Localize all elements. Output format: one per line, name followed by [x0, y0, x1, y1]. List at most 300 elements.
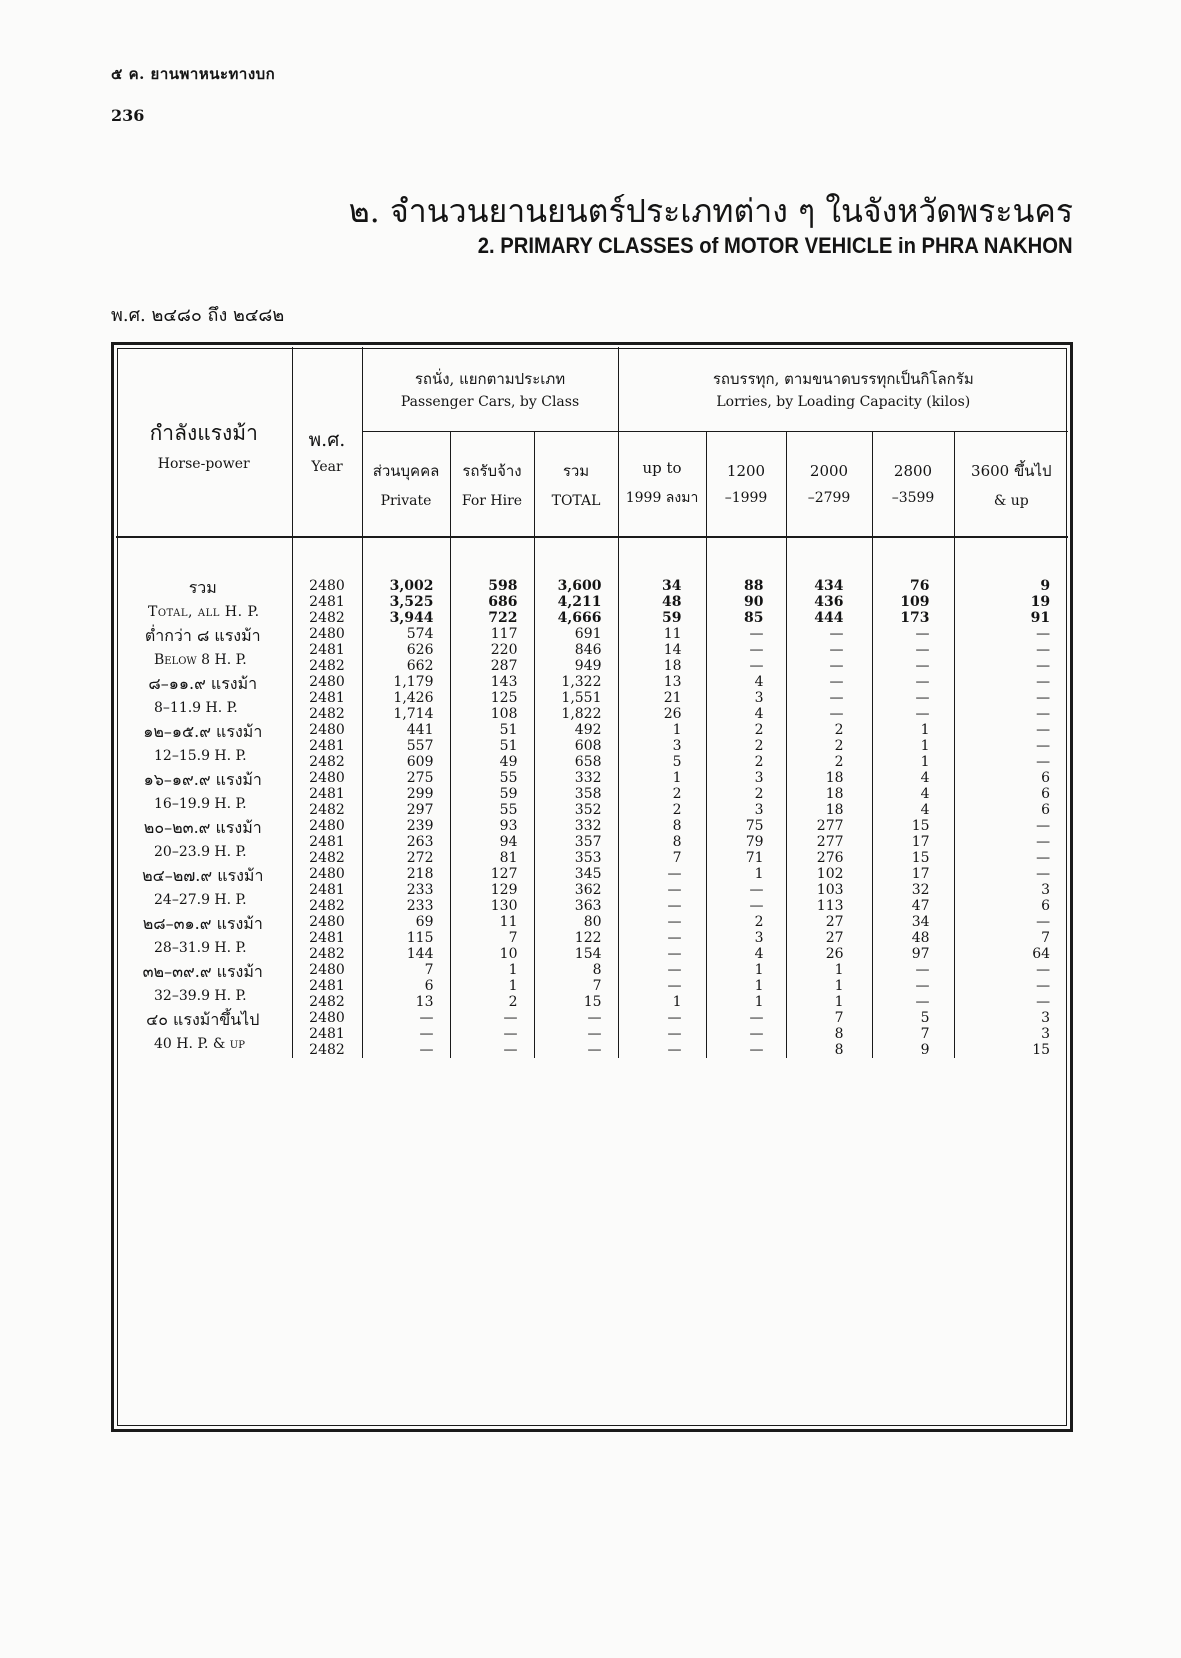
lorry-1200-1999-value: 2	[754, 913, 764, 930]
lorry-2800-3599-cell	[872, 914, 954, 962]
private-value: 574	[406, 625, 434, 642]
for-hire-value: 598	[488, 577, 518, 594]
lorry-2000-2799-cell	[786, 962, 872, 1010]
year-cell	[292, 722, 362, 770]
lorry-up-to-1999-value: 59	[662, 609, 682, 626]
lorry-3600-up-value: —	[1036, 625, 1051, 642]
year-cell	[292, 770, 362, 818]
year-value: 2482	[309, 1041, 345, 1058]
table-row	[116, 578, 1068, 626]
table-row	[116, 914, 1068, 962]
lorry-3600-up-value: —	[1036, 993, 1051, 1010]
row-label-english: 12–15.9 H. P.	[154, 747, 247, 764]
for-hire-value: 94	[499, 833, 518, 850]
lorry-1200-1999-value: 4	[754, 673, 764, 690]
lorry-2000-2799-value: 434	[814, 577, 844, 594]
page-title-thai: ๒. จำนวนยานยนตร์ประเภทต่าง ๆ ในจังหวัดพระนคร	[348, 192, 1073, 230]
passenger-total-value: 332	[574, 769, 602, 786]
lorry-2000-2799-value: 277	[816, 817, 844, 834]
row-label	[116, 914, 292, 962]
lorry-2000-2799-value: —	[829, 625, 844, 642]
lorry-up-to-1999-value: 18	[663, 657, 682, 674]
lorry-2000-2799-cell	[786, 770, 872, 818]
for-hire-value: 117	[490, 625, 518, 642]
passenger-total-value: 4,211	[557, 593, 602, 610]
lorry-up-to-1999-cell	[618, 770, 706, 818]
lorry-1200-1999-value: —	[749, 881, 764, 898]
year-value: 2482	[309, 945, 345, 962]
lorry-2000-2799-value: 8	[834, 1025, 844, 1042]
for-hire-value: 143	[490, 673, 518, 690]
private-cell	[362, 722, 450, 770]
lorry-3600-up-value: —	[1036, 753, 1051, 770]
lorry-3600-up-value: 19	[1030, 593, 1051, 610]
private-value: 13	[415, 993, 434, 1010]
lorry-2800-3599-cell	[872, 818, 954, 866]
lorry-2000-2799-value: 103	[816, 881, 844, 898]
year-value: 2481	[309, 785, 345, 802]
year-cell	[292, 866, 362, 914]
lorry-1200-1999-value: 4	[754, 945, 764, 962]
private-value: 144	[406, 945, 434, 962]
lorry-1200-1999-cell	[706, 818, 786, 866]
lorry-3600-up-value: —	[1036, 817, 1051, 834]
passenger-group-english: Passenger Cars, by Class	[400, 394, 580, 411]
lorry-2000-2799-value: 27	[825, 929, 844, 946]
passenger-total-cell	[534, 722, 618, 770]
lorry-3600-up-value: 6	[1041, 769, 1051, 786]
private-cell	[362, 866, 450, 914]
year-value: 2480	[309, 913, 345, 930]
lorry-3600-up-cell	[954, 770, 1068, 818]
lorry-3600-up-value: —	[1036, 833, 1051, 850]
section-header: ๕ ค. ยานพาหนะทางบก	[111, 65, 276, 83]
lorry-up-to-1999-value: 34	[662, 577, 682, 594]
year-cell	[292, 914, 362, 962]
lorry-1200-1999-cell	[706, 914, 786, 962]
row-label-thai: ๒๔–๒๗.๙ แรงม้า	[142, 865, 264, 885]
year-value: 2482	[309, 801, 345, 818]
lorry-up-to-1999-value: 8	[672, 817, 682, 834]
lorry-1200-1999-value: 1	[754, 961, 764, 978]
for-hire-value: 81	[499, 849, 518, 866]
col-horsepower-header	[116, 347, 292, 537]
lorries-group-english: Lorries, by Loading Capacity (kilos)	[716, 394, 971, 411]
table-row	[116, 1010, 1068, 1058]
for-hire-value: 686	[488, 593, 518, 610]
row-label	[116, 770, 292, 818]
lorry-2000-2799-value: 7	[834, 1009, 844, 1026]
lorry-2000-2799-value: 18	[825, 769, 844, 786]
lorry-up-to-1999-value: 8	[672, 833, 682, 850]
row-label	[116, 962, 292, 1010]
lorry-2000-2799-cell	[786, 626, 872, 674]
private-value: 263	[406, 833, 434, 850]
passenger-total-cell	[534, 770, 618, 818]
private-value: —	[419, 1025, 434, 1042]
year-value: 2481	[309, 689, 345, 706]
page-number: 236	[111, 106, 145, 125]
lorry-up-to-1999-value: 48	[662, 593, 682, 610]
lorry-3600-up-value: —	[1036, 977, 1051, 994]
lorry-1200-1999-cell	[706, 626, 786, 674]
passenger-total-cell	[534, 866, 618, 914]
private-value: 1,714	[393, 705, 434, 722]
lorry-3600-up-cell	[954, 626, 1068, 674]
col-horsepower-english: Horse-power	[157, 456, 250, 472]
lorry-1200-1999-cell	[706, 674, 786, 722]
lorry-3600-up-value: 91	[1030, 609, 1051, 626]
passenger-total-cell	[534, 914, 618, 962]
row-label-english: 16–19.9 H. P.	[154, 795, 247, 812]
row-label-thai: ๔๐ แรงม้าขึ้นไป	[146, 1009, 260, 1029]
year-cell	[292, 818, 362, 866]
table-row	[116, 866, 1068, 914]
year-value: 2480	[309, 1009, 345, 1026]
passenger-total-cell	[534, 818, 618, 866]
lorry-2800-3599-value: —	[915, 961, 930, 978]
lorry-up-to-1999-cell	[618, 818, 706, 866]
private-value: 299	[406, 785, 434, 802]
lorry-2000-2799-value: 2	[834, 721, 844, 738]
lorry-2800-3599-cell	[872, 866, 954, 914]
lorry-1200-1999-value: 2	[754, 785, 764, 802]
col-3600-up: 3600 ขึ้นไป & up	[954, 431, 1068, 537]
lorry-up-to-1999-cell	[618, 626, 706, 674]
private-cell	[362, 578, 450, 626]
row-label	[116, 1010, 292, 1058]
lorry-1200-1999-value: 4	[754, 705, 764, 722]
for-hire-value: 11	[499, 913, 518, 930]
lorry-1200-1999-value: 2	[754, 737, 764, 754]
for-hire-value: —	[503, 1009, 518, 1026]
lorry-2800-3599-value: —	[915, 977, 930, 994]
lorry-3600-up-value: 7	[1041, 929, 1051, 946]
year-value: 2482	[309, 849, 345, 866]
lorries-group-header	[618, 347, 1068, 431]
lorry-1200-1999-value: 90	[744, 593, 764, 610]
private-value: 272	[406, 849, 434, 866]
for-hire-cell	[450, 962, 534, 1010]
lorry-1200-1999-cell	[706, 962, 786, 1010]
col-2800-3599: 2800 –3599	[872, 431, 954, 537]
year-value: 2482	[309, 897, 345, 914]
row-label	[116, 578, 292, 626]
for-hire-cell	[450, 914, 534, 962]
for-hire-value: 220	[490, 641, 518, 658]
lorry-2800-3599-value: —	[915, 625, 930, 642]
lorry-1200-1999-value: —	[749, 625, 764, 642]
lorry-up-to-1999-value: 13	[663, 673, 682, 690]
year-value: 2482	[309, 609, 345, 626]
private-cell	[362, 770, 450, 818]
lorry-3600-up-value: 6	[1041, 801, 1051, 818]
lorry-2000-2799-cell	[786, 914, 872, 962]
passenger-total-cell	[534, 962, 618, 1010]
year-cell	[292, 578, 362, 626]
lorry-2800-3599-value: 5	[920, 1009, 930, 1026]
lorry-1200-1999-value: 2	[754, 753, 764, 770]
col-passenger-total: รวม TOTAL	[534, 431, 618, 537]
lorry-2000-2799-value: 18	[825, 801, 844, 818]
lorry-2800-3599-value: 1	[920, 737, 930, 754]
lorry-up-to-1999-value: 1	[672, 769, 682, 786]
row-label	[116, 818, 292, 866]
year-value: 2481	[309, 977, 345, 994]
lorry-2800-3599-value: 32	[911, 881, 930, 898]
private-value: —	[419, 1009, 434, 1026]
lorry-1200-1999-value: 75	[745, 817, 764, 834]
lorry-2000-2799-value: —	[829, 641, 844, 658]
passenger-total-value: 3,600	[557, 577, 602, 594]
year-value: 2481	[309, 737, 345, 754]
col-private: ส่วนบุคคล Private	[362, 431, 450, 537]
passenger-total-cell	[534, 674, 618, 722]
lorry-up-to-1999-value: 14	[663, 641, 682, 658]
passenger-total-value: 154	[574, 945, 602, 962]
table-row	[116, 962, 1068, 1010]
lorry-3600-up-cell	[954, 722, 1068, 770]
for-hire-cell	[450, 770, 534, 818]
row-label	[116, 866, 292, 914]
lorry-3600-up-value: —	[1036, 705, 1051, 722]
private-value: 275	[406, 769, 434, 786]
row-label-thai: ๘–๑๑.๙ แรงม้า	[148, 673, 258, 693]
row-label-thai: ๓๒–๓๙.๙ แรงม้า	[142, 961, 263, 981]
for-hire-value: 55	[499, 769, 518, 786]
row-label-thai: ๑๖–๑๙.๙ แรงม้า	[143, 769, 262, 789]
private-value: 297	[406, 801, 434, 818]
year-value: 2482	[309, 705, 345, 722]
lorry-2000-2799-value: 18	[825, 785, 844, 802]
private-cell	[362, 674, 450, 722]
lorry-3600-up-value: —	[1036, 721, 1051, 738]
lorry-3600-up-cell	[954, 674, 1068, 722]
lorry-2000-2799-value: 444	[814, 609, 844, 626]
lorry-3600-up-value: 3	[1041, 881, 1051, 898]
lorry-2000-2799-cell	[786, 722, 872, 770]
lorry-3600-up-cell	[954, 866, 1068, 914]
lorry-up-to-1999-cell	[618, 962, 706, 1010]
year-value: 2480	[309, 673, 345, 690]
lorry-up-to-1999-value: 1	[672, 721, 682, 738]
lorry-2800-3599-value: 15	[911, 817, 930, 834]
year-value: 2480	[309, 625, 345, 642]
lorry-up-to-1999-value: —	[667, 945, 682, 962]
passenger-group-header	[362, 347, 618, 431]
page-title-english: 2. PRIMARY CLASSES of MOTOR VEHICLE in PHRA NAKHON	[478, 233, 1073, 258]
table-row	[116, 818, 1068, 866]
for-hire-value: 2	[508, 993, 518, 1010]
col-2000-2799: 2000 –2799	[786, 431, 872, 537]
year-value: 2480	[309, 865, 345, 882]
for-hire-value: 1	[508, 977, 518, 994]
passenger-total-value: 332	[574, 817, 602, 834]
year-value: 2480	[309, 721, 345, 738]
lorry-3600-up-value: 6	[1041, 897, 1051, 914]
private-cell	[362, 818, 450, 866]
lorry-2800-3599-value: —	[915, 689, 930, 706]
private-value: 609	[406, 753, 434, 770]
lorry-3600-up-value: 64	[1032, 945, 1051, 962]
year-value: 2482	[309, 657, 345, 674]
lorry-up-to-1999-value: —	[667, 929, 682, 946]
row-label-english: Below 8 H. P.	[154, 651, 247, 668]
lorry-2000-2799-value: 1	[834, 977, 844, 994]
lorry-2800-3599-value: —	[915, 641, 930, 658]
private-value: 6	[424, 977, 434, 994]
lorry-3600-up-cell	[954, 578, 1068, 626]
lorry-3600-up-value: —	[1036, 849, 1051, 866]
for-hire-value: 722	[488, 609, 518, 626]
lorry-1200-1999-value: 1	[754, 977, 764, 994]
passenger-total-value: 492	[574, 721, 602, 738]
year-value: 2481	[309, 929, 345, 946]
lorry-3600-up-value: —	[1036, 913, 1051, 930]
lorry-up-to-1999-value: —	[667, 913, 682, 930]
passenger-total-value: 4,666	[557, 609, 602, 626]
passenger-total-value: 358	[574, 785, 602, 802]
private-value: 662	[406, 657, 434, 674]
lorry-2000-2799-value: 277	[816, 833, 844, 850]
col-1200-1999: 1200 –1999	[706, 431, 786, 537]
for-hire-value: 51	[499, 721, 518, 738]
col-year-header	[292, 347, 362, 537]
lorry-1200-1999-value: 3	[754, 769, 764, 786]
passenger-total-value: 949	[574, 657, 602, 674]
lorry-2800-3599-value: 4	[920, 801, 930, 818]
lorry-1200-1999-cell	[706, 770, 786, 818]
passenger-total-value: 691	[574, 625, 602, 642]
for-hire-value: 55	[499, 801, 518, 818]
passenger-total-value: 122	[574, 929, 602, 946]
lorry-up-to-1999-value: 2	[672, 785, 682, 802]
lorry-3600-up-value: —	[1036, 865, 1051, 882]
passenger-total-value: 80	[583, 913, 602, 930]
lorry-2800-3599-value: 47	[911, 897, 930, 914]
passenger-total-value: 608	[574, 737, 602, 754]
lorry-2800-3599-value: —	[915, 993, 930, 1010]
table-row	[116, 626, 1068, 674]
lorry-2000-2799-cell	[786, 578, 872, 626]
lorry-2000-2799-cell	[786, 818, 872, 866]
for-hire-value: 125	[490, 689, 518, 706]
private-value: —	[419, 1041, 434, 1058]
lorry-2800-3599-cell	[872, 722, 954, 770]
row-label	[116, 674, 292, 722]
lorry-1200-1999-value: 2	[754, 721, 764, 738]
lorry-2800-3599-value: 1	[920, 721, 930, 738]
lorry-2000-2799-value: 113	[816, 897, 844, 914]
lorry-3600-up-value: —	[1036, 657, 1051, 674]
lorry-1200-1999-value: 1	[754, 993, 764, 1010]
lorries-group-thai: รถบรรทุก, ตามขนาดบรรทุกเป็นกิโลกรัม	[712, 370, 974, 389]
passenger-total-value: 352	[574, 801, 602, 818]
private-value: 115	[406, 929, 434, 946]
passenger-total-value: 363	[574, 897, 602, 914]
row-label	[116, 626, 292, 674]
lorry-2000-2799-value: 1	[834, 961, 844, 978]
for-hire-cell	[450, 1010, 534, 1058]
year-value: 2481	[309, 593, 345, 610]
row-label-english: 20–23.9 H. P.	[154, 843, 247, 860]
lorry-1200-1999-cell	[706, 1010, 786, 1058]
private-value: 3,944	[389, 609, 434, 626]
lorry-2800-3599-value: 4	[920, 769, 930, 786]
for-hire-value: 93	[499, 817, 518, 834]
passenger-group-thai: รถนั่ง, แยกตามประเภท	[414, 370, 566, 389]
lorry-2000-2799-cell	[786, 1010, 872, 1058]
year-value: 2480	[309, 961, 345, 978]
private-cell	[362, 1010, 450, 1058]
lorry-3600-up-value: 9	[1040, 577, 1051, 594]
lorry-2000-2799-value: 102	[816, 865, 844, 882]
row-label-english: Total, all H. P.	[148, 603, 260, 620]
for-hire-value: 108	[490, 705, 518, 722]
private-value: 233	[406, 881, 434, 898]
lorry-2800-3599-value: —	[915, 657, 930, 674]
private-value: 1,426	[393, 689, 434, 706]
private-value: 557	[406, 737, 434, 754]
lorry-2000-2799-value: —	[829, 657, 844, 674]
for-hire-value: 7	[508, 929, 518, 946]
lorry-up-to-1999-value: 3	[672, 737, 682, 754]
year-value: 2481	[309, 881, 345, 898]
lorry-3600-up-cell	[954, 1010, 1068, 1058]
lorry-2000-2799-value: —	[829, 689, 844, 706]
lorry-2000-2799-cell	[786, 866, 872, 914]
private-value: 1,179	[393, 673, 434, 690]
passenger-total-value: 1,551	[561, 689, 602, 706]
passenger-total-value: 8	[592, 961, 602, 978]
passenger-total-value: —	[587, 1041, 602, 1058]
lorry-2800-3599-cell	[872, 1010, 954, 1058]
lorry-2000-2799-value: 8	[834, 1041, 844, 1058]
row-label-english: 40 H. P. & up	[154, 1035, 245, 1052]
lorry-2800-3599-value: 1	[920, 753, 930, 770]
for-hire-cell	[450, 818, 534, 866]
year-cell	[292, 674, 362, 722]
lorry-1200-1999-value: —	[749, 641, 764, 658]
row-label	[116, 722, 292, 770]
lorry-up-to-1999-value: —	[667, 977, 682, 994]
lorry-2800-3599-cell	[872, 626, 954, 674]
lorry-2000-2799-value: —	[829, 705, 844, 722]
lorry-up-to-1999-value: —	[667, 1025, 682, 1042]
col-for-hire: รถรับจ้าง For Hire	[450, 431, 534, 537]
lorry-1200-1999-value: —	[749, 1025, 764, 1042]
year-value: 2482	[309, 753, 345, 770]
private-cell	[362, 914, 450, 962]
for-hire-value: 127	[490, 865, 518, 882]
lorry-2000-2799-value: 276	[816, 849, 844, 866]
lorry-2800-3599-cell	[872, 578, 954, 626]
row-label-english: 32–39.9 H. P.	[154, 987, 247, 1004]
passenger-total-value: 846	[574, 641, 602, 658]
year-value: 2482	[309, 993, 345, 1010]
lorry-1200-1999-cell	[706, 578, 786, 626]
private-value: 7	[424, 961, 434, 978]
lorry-2800-3599-value: —	[915, 705, 930, 722]
lorry-up-to-1999-cell	[618, 674, 706, 722]
lorry-up-to-1999-value: —	[667, 1009, 682, 1026]
lorry-up-to-1999-cell	[618, 914, 706, 962]
year-value: 2480	[309, 769, 345, 786]
lorry-2800-3599-value: 173	[900, 609, 930, 626]
lorry-1200-1999-value: —	[749, 1009, 764, 1026]
lorry-up-to-1999-value: —	[667, 1041, 682, 1058]
private-value: 239	[406, 817, 434, 834]
